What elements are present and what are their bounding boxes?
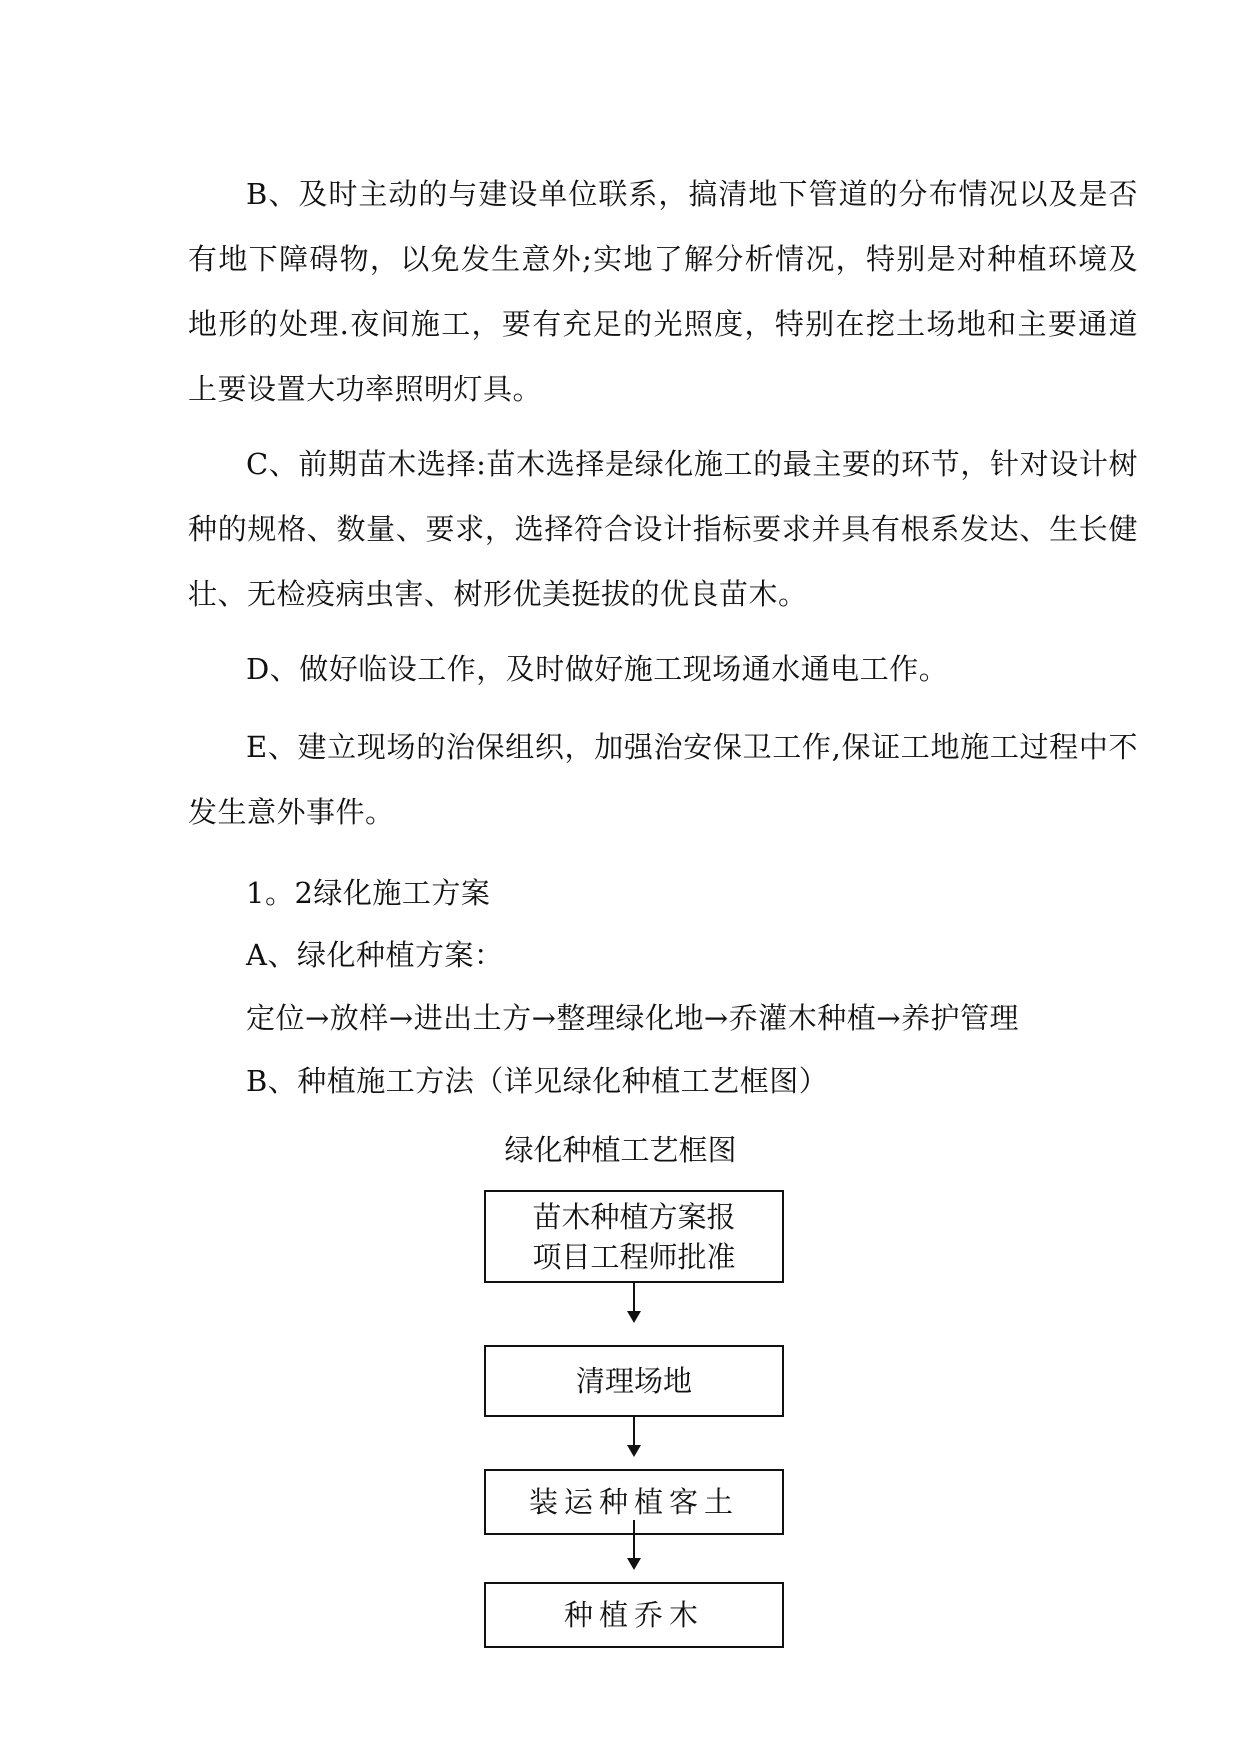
flow-arrow	[630, 1417, 638, 1457]
flow-arrow	[630, 1520, 638, 1570]
paragraph-e: E、建立现场的治保组织，加强治安保卫工作,保证工地施工过程中不发生意外事件。	[188, 730, 1138, 829]
plan-label: A、绿化种植方案：	[246, 938, 504, 972]
diagram-title: 绿化种植工艺框图	[504, 1133, 737, 1167]
paragraph-c: C、前期苗木选择:苗木选择是绿化施工的最主要的环节，针对设计树种的规格、数量、要求，选择符合设计指标要求并具有根系发达、生长健壮、无检疫病虫害、树形优美挺拔的优良苗木。	[188, 447, 1138, 611]
flow-step-approval	[484, 1190, 784, 1283]
flow-step-label: 种植乔木	[563, 1598, 704, 1632]
flow-step-label: 清理场地	[575, 1364, 692, 1398]
method-label: B、种植施工方法（详见绿化种植工艺框图）	[246, 1064, 829, 1098]
flow-step-plant-trees	[484, 1582, 784, 1648]
paragraph-d: D、做好临设工作，及时做好施工现场通水通电工作。	[246, 652, 949, 686]
section-heading: 1。2绿化施工方案	[246, 876, 491, 910]
flow-step-label: 苗木种植方案报	[532, 1199, 736, 1234]
flow-step-label: 装运种植客土	[528, 1485, 739, 1519]
flow-step-label: 项目工程师批准	[532, 1239, 736, 1274]
process-flow: 定位→放样→进出土方→整理绿化地→乔灌木种植→养护管理	[246, 1001, 1019, 1035]
flow-arrow	[630, 1283, 638, 1323]
flow-step-clear-site	[484, 1345, 784, 1417]
paragraph-b: B、及时主动的与建设单位联系，搞清地下管道的分布情况以及是否有地下障碍物，以免发生意外;实地了解分析情况，特别是对种植环境及地形的处理.夜间施工，要有充足的光照度，特别在挖土场地和主要通道上要设置大功率照明灯具。	[188, 177, 1138, 406]
